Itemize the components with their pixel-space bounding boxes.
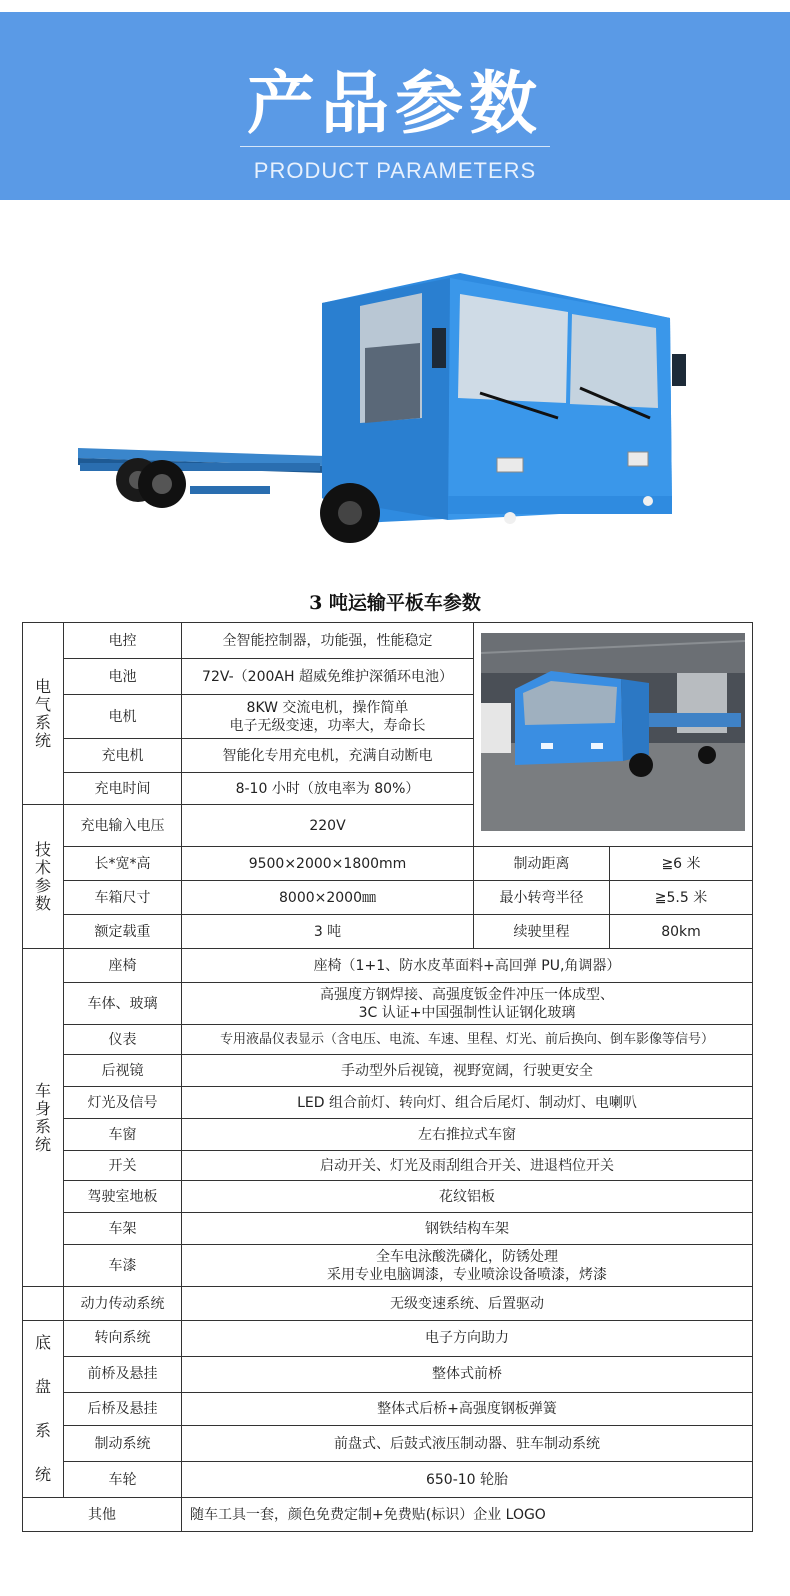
param-label: 长*宽*高: [64, 847, 182, 881]
category-cell: 底 盘 系 统: [23, 1321, 64, 1498]
param-label: 车漆: [64, 1245, 182, 1287]
category-cell: 电 气 系 统: [23, 623, 64, 805]
param-value: 72V-（200AH 超威免维护深循环电池）: [182, 659, 474, 695]
table-row: [23, 1321, 753, 1357]
param-label: 制动系统: [64, 1426, 182, 1462]
table-row: [23, 1426, 753, 1462]
param-value: 手动型外后视镜，视野宽阔，行驶更安全: [182, 1055, 753, 1087]
table-row: [23, 623, 753, 659]
table-row: [23, 1087, 753, 1119]
truck-photo: [481, 633, 745, 831]
table-title: 3 吨运输平板车参数: [309, 592, 481, 614]
table-row: [23, 1213, 753, 1245]
table-row: [23, 1392, 753, 1426]
param-label: 车窗: [64, 1119, 182, 1151]
table-row: [23, 1151, 753, 1181]
table-row: [23, 1181, 753, 1213]
param-label: 电机: [64, 695, 182, 739]
page-subtitle: PRODUCT PARAMETERS: [253, 158, 537, 183]
page-title: 产品参数: [246, 65, 543, 144]
table-row: [23, 1356, 753, 1392]
category-cell: 车 身 系 统: [23, 949, 64, 1287]
param-label: 车体、玻璃: [64, 983, 182, 1025]
spec-table: [22, 622, 753, 1532]
param-label: 其他: [23, 1498, 182, 1532]
param-label: 仪表: [64, 1025, 182, 1055]
param-value: 220V: [182, 805, 474, 847]
param-value: 整体式前桥: [182, 1356, 753, 1392]
param-value: 9500×2000×1800mm: [182, 847, 474, 881]
param-label: 充电机: [64, 739, 182, 773]
param-value: 花纹铝板: [182, 1181, 753, 1213]
param-value: 随车工具一套，颜色免费定制+免费贴(标识）企业 LOGO: [182, 1498, 753, 1532]
param-value: 无级变速系统、后置驱动: [182, 1287, 753, 1321]
param-value: 8000×2000㎜: [182, 881, 474, 915]
param-label: 电控: [64, 623, 182, 659]
category-cell: 技 术 参 数: [23, 805, 64, 949]
table-row: [23, 949, 753, 983]
param-value: 电子方向助力: [182, 1321, 753, 1357]
param-value: 钢铁结构车架: [182, 1213, 753, 1245]
param-label: 开关: [64, 1151, 182, 1181]
param-value: 全车电泳酸洗磷化，防锈处理 采用专业电脑调漆，专业喷涂设备喷漆，烤漆: [182, 1245, 753, 1287]
truck-hero-image: [60, 258, 710, 568]
table-row: [23, 1498, 753, 1532]
param-label: 座椅: [64, 949, 182, 983]
param-label: 续驶里程: [474, 915, 610, 949]
table-row: [23, 1119, 753, 1151]
param-value: ≧5.5 米: [610, 881, 753, 915]
param-value: 左右推拉式车窗: [182, 1119, 753, 1151]
table-row: [23, 881, 753, 915]
param-label: 充电时间: [64, 773, 182, 805]
table-row: [23, 915, 753, 949]
param-value: 8-10 小时（放电率为 80%）: [182, 773, 474, 805]
param-label: 后桥及悬挂: [64, 1392, 182, 1426]
param-value: 座椅（1+1、防水皮革面料+高回弹 PU,角调器）: [182, 949, 753, 983]
param-label: 车轮: [64, 1462, 182, 1498]
param-label: 车箱尺寸: [64, 881, 182, 915]
param-label: 驾驶室地板: [64, 1181, 182, 1213]
banner-divider: [240, 146, 550, 147]
param-label: 动力传动系统: [64, 1287, 182, 1321]
param-label: 车架: [64, 1213, 182, 1245]
table-row: [23, 847, 753, 881]
param-label: 最小转弯半径: [474, 881, 610, 915]
param-value: 专用液晶仪表显示（含电压、电流、车速、里程、灯光、前后换向、倒车影像等信号）: [182, 1025, 753, 1055]
param-label: 后视镜: [64, 1055, 182, 1087]
table-row: [23, 1025, 753, 1055]
param-value: 650-10 轮胎: [182, 1462, 753, 1498]
table-row: [23, 1462, 753, 1498]
param-label: 灯光及信号: [64, 1087, 182, 1119]
param-value: 智能化专用充电机，充满自动断电: [182, 739, 474, 773]
param-value: 80km: [610, 915, 753, 949]
param-label: 额定载重: [64, 915, 182, 949]
table-row: [23, 1287, 753, 1321]
param-value: LED 组合前灯、转向灯、组合后尾灯、制动灯、电喇叭: [182, 1087, 753, 1119]
param-value: 8KW 交流电机，操作简单 电子无级变速，功率大，寿命长: [182, 695, 474, 739]
table-row: [23, 1055, 753, 1087]
param-value: 全智能控制器，功能强，性能稳定: [182, 623, 474, 659]
param-label: 前桥及悬挂: [64, 1356, 182, 1392]
param-label: 转向系统: [64, 1321, 182, 1357]
param-value: 高强度方钢焊接、高强度钣金件冲压一体成型、 3C 认证+中国强制性认证钢化玻璃: [182, 983, 753, 1025]
param-value: 整体式后桥+高强度钢板弹簧: [182, 1392, 753, 1426]
empty-category-cell: [23, 1287, 64, 1321]
table-row: [23, 983, 753, 1025]
param-label: 电池: [64, 659, 182, 695]
param-label: 充电输入电压: [64, 805, 182, 847]
param-label: 制动距离: [474, 847, 610, 881]
header-banner: [0, 12, 790, 200]
param-value: ≧6 米: [610, 847, 753, 881]
param-value: 启动开关、灯光及雨刮组合开关、进退档位开关: [182, 1151, 753, 1181]
param-value: 3 吨: [182, 915, 474, 949]
param-value: 前盘式、后鼓式液压制动器、驻车制动系统: [182, 1426, 753, 1462]
photo-cell: [474, 623, 753, 847]
table-row: [23, 1245, 753, 1287]
